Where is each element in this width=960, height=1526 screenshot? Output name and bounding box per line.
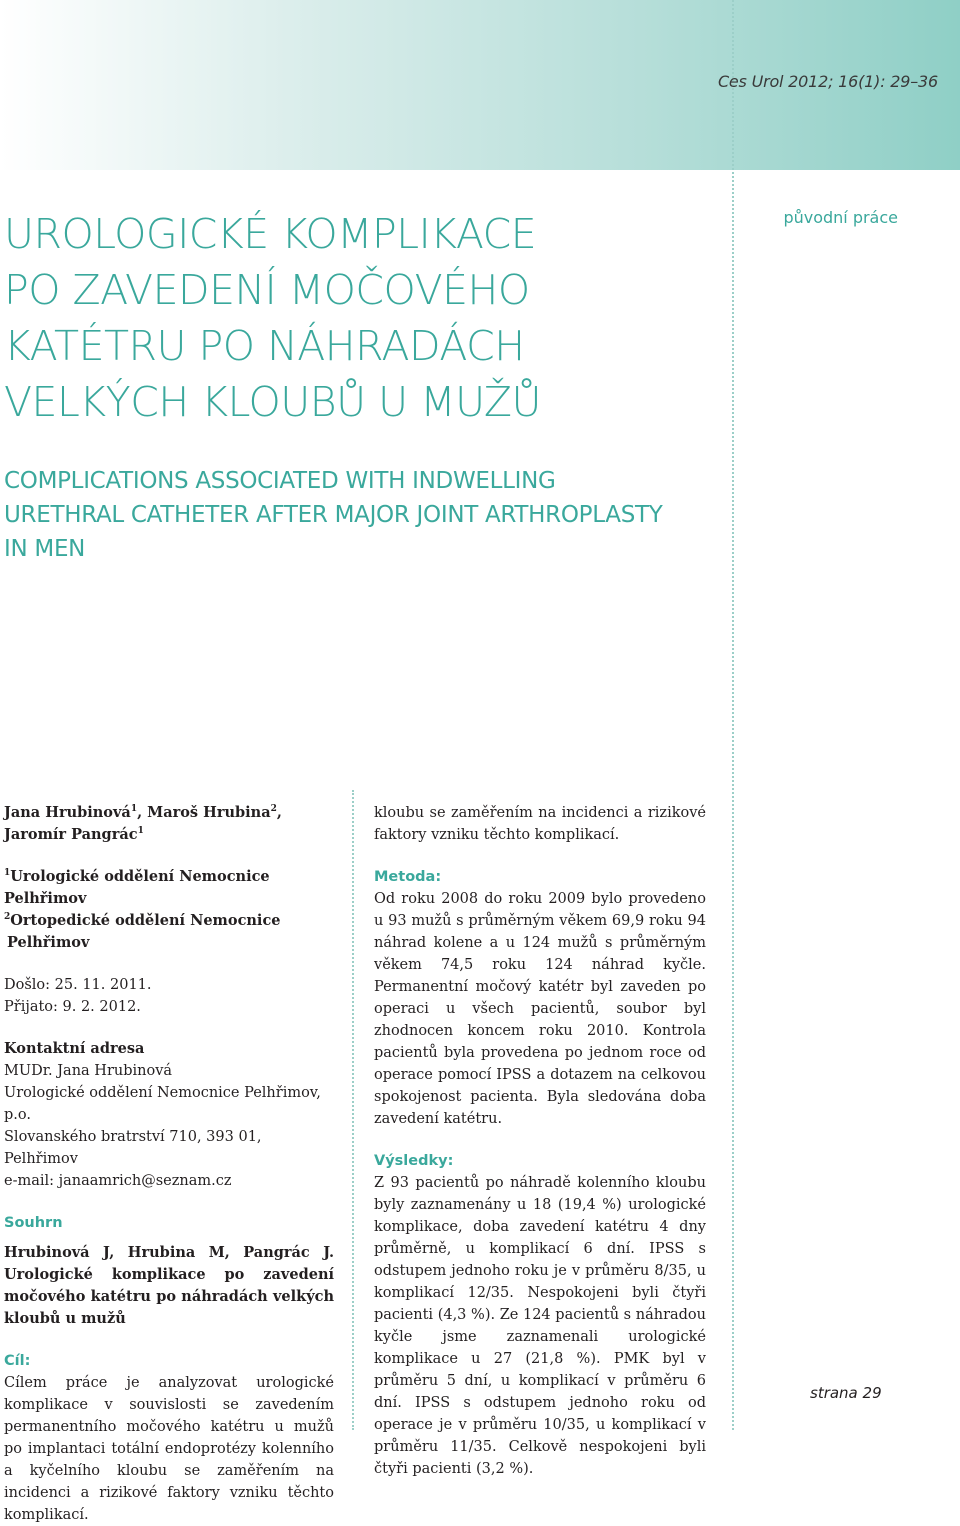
title-cz-line: VELKÝCH KLOUBŮ U MUŽŮ bbox=[4, 378, 541, 426]
author-name: Jaromír Pangrác bbox=[4, 826, 138, 843]
method-text: Od roku 2008 do roku 2009 bylo provedeno u 93 mužů s průměrným věkem 69,9 roku 94 náhrad kolene a u 124 mužů s průměrným věkem 74,5 roku 124 náhrad kyčle. Permanentní močový katétr byl zaveden po operaci u všech pacientů, soubor byl zhodnocen koncem roku 2010. Kontrola pacientů byla provedena po jednom roce od operace pomocí IPSS a dotazem na celkovou spokojenost pacienta. Byla sledována doba zavedení katétru. bbox=[374, 891, 706, 1127]
title-cz-line: UROLOGICKÉ KOMPLIKACE bbox=[4, 210, 537, 258]
contact-heading: Kontaktní adresa bbox=[4, 1040, 145, 1057]
article-category: původní práce bbox=[783, 208, 898, 227]
aim-heading: Cíl: bbox=[4, 1353, 31, 1369]
title-cz-line: KATÉTRU PO NÁHRADÁCH bbox=[4, 322, 525, 370]
contact-address: Slovanského bratrství 710, 393 01, Pelhřimov bbox=[4, 1129, 262, 1167]
contact-email[interactable]: e-mail: janaamrich@seznam.cz bbox=[4, 1173, 232, 1189]
author-name: , Maroš Hrubina bbox=[137, 804, 271, 821]
affiliation: Ortopedické oddělení Nemocnice bbox=[10, 912, 281, 929]
results-heading: Výsledky: bbox=[374, 1153, 454, 1169]
affil-sup: 2 bbox=[4, 912, 11, 923]
title-english bbox=[4, 464, 724, 566]
title-czech bbox=[4, 206, 724, 430]
page-number: strana 29 bbox=[810, 1384, 882, 1402]
author-sup: 1 bbox=[130, 804, 138, 815]
affiliation: Urologické oddělení Nemocnice Pelhřimov bbox=[4, 868, 270, 907]
title-en-line: COMPLICATIONS ASSOCIATED WITH INDWELLING bbox=[4, 468, 556, 494]
authors bbox=[4, 802, 334, 846]
aim-text: Cílem práce je analyzovat urologické komplikace v souvislosti se zavedením permanentního močového katétru u mužů po implantaci totální endoprotézy kolenního a kyčelního kloubu se zaměřením na incidenci a rizikové faktory vzniku těchto komplikací. bbox=[4, 1375, 334, 1523]
title-en-line: URETHRAL CATHETER AFTER MAJOR JOINT ARTHROPLASTY bbox=[4, 502, 663, 528]
author-sup: 2 bbox=[270, 804, 277, 815]
affiliations bbox=[4, 866, 334, 954]
method-heading: Metoda: bbox=[374, 869, 442, 885]
column-divider bbox=[352, 790, 354, 1430]
right-column bbox=[374, 802, 706, 1480]
date-received: Došlo: 25. 11. 2011. bbox=[4, 977, 152, 993]
contact bbox=[4, 1038, 334, 1192]
summary-heading: Souhrn bbox=[4, 1215, 63, 1231]
dates bbox=[4, 974, 334, 1018]
author-name: Jana Hrubinová bbox=[4, 804, 131, 821]
author-sup: 1 bbox=[137, 826, 144, 837]
title-cz-line: PO ZAVEDENÍ MOČOVÉHO bbox=[4, 266, 530, 314]
results-text: Z 93 pacientů po náhradě kolenního kloubu byly zaznamenány u 18 (19,4 %) urologické komplikace, doba zavedení katétru 4 dny průměrně, u komplikací 6 dní. IPSS s odstupem jednoho roku je v průměru 8/35, u komplikací 12/35. Nespokojeni byli čtyři pacienti (4,3 %). Ze 124 pacientů s náhradou kyčle jsme zaznamenali urologické komplikace u 27 (21,8 %). PMK byl v průměru 5 dní, u komplikací v průměru 6 dní. IPSS s odstupem jednoho roku od operace je v průměru 10/35, u komplikací v průměru 11/35. Celkově nespokojeni byli čtyři pacienti (3,2 %). bbox=[374, 1175, 706, 1477]
contact-dept: Urologické oddělení Nemocnice Pelhřimov, p.o. bbox=[4, 1085, 321, 1123]
left-column bbox=[4, 802, 334, 1523]
date-accepted: Přijato: 9. 2. 2012. bbox=[4, 999, 141, 1015]
affiliation: Pelhřimov bbox=[7, 934, 90, 951]
affil-sup: 1 bbox=[4, 868, 11, 879]
summary-citation: Hrubinová J, Hrubina M, Pangrác J. Urologické komplikace po zavedení močového katétru po náhradách velkých kloubů u mužů bbox=[4, 1244, 334, 1327]
author-sep: , bbox=[276, 804, 282, 821]
journal-citation: Ces Urol 2012; 16(1): 29–36 bbox=[717, 72, 938, 91]
sidebar-divider bbox=[732, 0, 734, 1430]
title-en-line: IN MEN bbox=[4, 536, 86, 562]
aim-text-continued: kloubu se zaměřením na incidenci a rizikové faktory vzniku těchto komplikací. bbox=[374, 805, 706, 843]
contact-name: MUDr. Jana Hrubinová bbox=[4, 1063, 173, 1079]
